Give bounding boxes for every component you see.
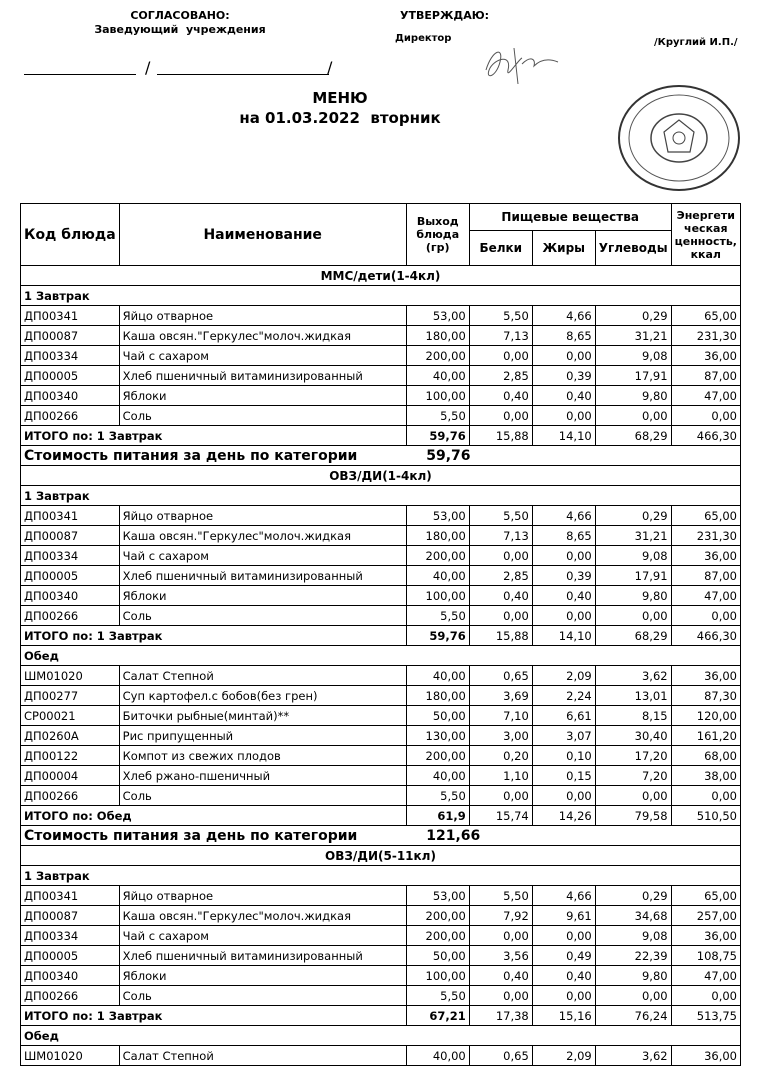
dish-name: Салат Степной: [119, 666, 406, 686]
total-output: 59,76: [406, 426, 469, 446]
total-energy: 510,50: [671, 806, 740, 826]
dish-code: ДП00087: [21, 906, 120, 926]
dish-energy: 36,00: [671, 666, 740, 686]
dish-fats: 8,65: [532, 326, 595, 346]
dish-carbs: 0,00: [595, 986, 671, 1006]
dish-proteins: 0,40: [469, 966, 532, 986]
slash-separator: /: [145, 58, 151, 77]
dish-code: ШМ01020: [21, 1046, 120, 1066]
dish-fats: 0,40: [532, 586, 595, 606]
dish-name: Яйцо отварное: [119, 506, 406, 526]
dish-carbs: 0,00: [595, 786, 671, 806]
total-row: [21, 1006, 741, 1026]
approved-by: Заведующий учреждения: [94, 23, 266, 36]
cost-label: Стоимость питания за день по категории: [21, 826, 407, 846]
dish-code: ДП00004: [21, 766, 120, 786]
dish-carbs: 0,29: [595, 506, 671, 526]
dish-carbs: 31,21: [595, 526, 671, 546]
table-row: [21, 386, 741, 406]
dish-output: 5,50: [406, 986, 469, 1006]
dish-carbs: 17,20: [595, 746, 671, 766]
total-carbs: 68,29: [595, 426, 671, 446]
dish-carbs: 8,15: [595, 706, 671, 726]
dish-output: 5,50: [406, 606, 469, 626]
dish-proteins: 7,13: [469, 526, 532, 546]
dish-fats: 2,24: [532, 686, 595, 706]
table-row: [21, 666, 741, 686]
dish-energy: 47,00: [671, 966, 740, 986]
dish-output: 200,00: [406, 546, 469, 566]
director-label: Директор: [395, 33, 452, 44]
dish-output: 53,00: [406, 506, 469, 526]
table-row: [21, 966, 741, 986]
total-carbs: 68,29: [595, 626, 671, 646]
dish-fats: 0,10: [532, 746, 595, 766]
col-header-code: Код блюда: [21, 204, 120, 266]
dish-output: 40,00: [406, 566, 469, 586]
dish-proteins: 0,00: [469, 606, 532, 626]
dish-carbs: 0,29: [595, 886, 671, 906]
dish-fats: 2,09: [532, 1046, 595, 1066]
approved-block: [60, 9, 300, 37]
col-header-fats: Жиры: [532, 231, 595, 266]
dish-proteins: 0,00: [469, 406, 532, 426]
dish-carbs: 9,08: [595, 546, 671, 566]
dish-fats: 0,40: [532, 386, 595, 406]
total-fats: 14,10: [532, 626, 595, 646]
dish-carbs: 0,29: [595, 306, 671, 326]
cost-label: Стоимость питания за день по категории: [21, 446, 407, 466]
dish-carbs: 22,39: [595, 946, 671, 966]
dish-carbs: 3,62: [595, 1046, 671, 1066]
category-row: [21, 466, 741, 486]
title-menu: МЕНЮ: [312, 89, 368, 107]
dish-energy: 0,00: [671, 786, 740, 806]
dish-energy: 0,00: [671, 986, 740, 1006]
dish-proteins: 7,10: [469, 706, 532, 726]
title-date: на 01.03.2022 вторник: [239, 109, 441, 127]
total-carbs: 76,24: [595, 1006, 671, 1026]
dish-name: Хлеб пшеничный витаминизированный: [119, 946, 406, 966]
total-label: ИТОГО по: Обед: [21, 806, 407, 826]
total-energy: 466,30: [671, 626, 740, 646]
dish-code: ДП00087: [21, 526, 120, 546]
total-row: [21, 426, 741, 446]
dish-proteins: 2,85: [469, 566, 532, 586]
col-header-nutrients: Пищевые вещества: [469, 204, 671, 231]
total-output: 59,76: [406, 626, 469, 646]
dish-fats: 2,09: [532, 666, 595, 686]
dish-proteins: 0,00: [469, 546, 532, 566]
dish-code: ДП00340: [21, 966, 120, 986]
dish-name: Соль: [119, 606, 406, 626]
meal-title: Обед: [21, 1026, 741, 1046]
dish-proteins: 1,10: [469, 766, 532, 786]
dish-energy: 47,00: [671, 386, 740, 406]
total-fats: 14,10: [532, 426, 595, 446]
table-row: [21, 926, 741, 946]
category-title: ОВЗ/ДИ(5-11кл): [21, 846, 741, 866]
table-row: [21, 346, 741, 366]
meal-row: [21, 866, 741, 886]
dish-fats: 4,66: [532, 886, 595, 906]
dish-output: 40,00: [406, 766, 469, 786]
dish-proteins: 0,65: [469, 666, 532, 686]
dish-output: 180,00: [406, 526, 469, 546]
cost-row: [21, 446, 741, 466]
category-title: ОВЗ/ДИ(1-4кл): [21, 466, 741, 486]
total-label: ИТОГО по: 1 Завтрак: [21, 626, 407, 646]
dish-name: Яблоки: [119, 386, 406, 406]
dish-output: 180,00: [406, 326, 469, 346]
table-row: [21, 566, 741, 586]
table-row: [21, 1046, 741, 1066]
cost-value: 59,76: [406, 446, 532, 466]
table-row: [21, 746, 741, 766]
menu-table: [20, 203, 741, 1066]
table-row: [21, 546, 741, 566]
dish-carbs: 17,91: [595, 566, 671, 586]
col-header-proteins: Белки: [469, 231, 532, 266]
dish-code: ДП00341: [21, 886, 120, 906]
dish-output: 5,50: [406, 786, 469, 806]
dish-energy: 36,00: [671, 926, 740, 946]
dish-fats: 3,07: [532, 726, 595, 746]
dish-proteins: 5,50: [469, 506, 532, 526]
dish-proteins: 0,40: [469, 386, 532, 406]
dish-fats: 4,66: [532, 506, 595, 526]
dish-code: ДП00341: [21, 506, 120, 526]
dish-proteins: 7,13: [469, 326, 532, 346]
dish-proteins: 0,00: [469, 786, 532, 806]
total-label: ИТОГО по: 1 Завтрак: [21, 426, 407, 446]
dish-code: ШМ01020: [21, 666, 120, 686]
dish-name: Яйцо отварное: [119, 886, 406, 906]
dish-proteins: 7,92: [469, 906, 532, 926]
table-row: [21, 946, 741, 966]
dish-name: Хлеб пшеничный витаминизированный: [119, 566, 406, 586]
dish-code: ДП00005: [21, 566, 120, 586]
col-header-energy: Энергети ческая ценность, ккал: [671, 204, 740, 266]
dish-proteins: 5,50: [469, 886, 532, 906]
dish-energy: 120,00: [671, 706, 740, 726]
dish-proteins: 3,69: [469, 686, 532, 706]
dish-fats: 0,40: [532, 966, 595, 986]
dish-output: 50,00: [406, 946, 469, 966]
table-row: [21, 986, 741, 1006]
dish-energy: 36,00: [671, 546, 740, 566]
approved-label: СОГЛАСОВАНО:: [130, 9, 230, 22]
dish-fats: 0,00: [532, 986, 595, 1006]
dish-proteins: 0,00: [469, 346, 532, 366]
dish-name: Соль: [119, 406, 406, 426]
table-row: [21, 526, 741, 546]
cost-spacer: [532, 826, 740, 846]
dish-carbs: 9,08: [595, 346, 671, 366]
dish-output: 5,50: [406, 406, 469, 426]
meal-title: 1 Завтрак: [21, 286, 741, 306]
meal-title: Обед: [21, 646, 741, 666]
dish-code: ДП00277: [21, 686, 120, 706]
dish-name: Чай с сахаром: [119, 926, 406, 946]
dish-energy: 87,30: [671, 686, 740, 706]
table-row: [21, 306, 741, 326]
dish-output: 53,00: [406, 886, 469, 906]
dish-code: ДП00087: [21, 326, 120, 346]
dish-code: ДП0260А: [21, 726, 120, 746]
dish-output: 200,00: [406, 746, 469, 766]
table-row: [21, 786, 741, 806]
dish-output: 200,00: [406, 346, 469, 366]
category-row: [21, 846, 741, 866]
dish-fats: 0,00: [532, 786, 595, 806]
signature-icon: [478, 40, 568, 90]
dish-name: Каша овсян."Геркулес"молоч.жидкая: [119, 906, 406, 926]
dish-code: ДП00266: [21, 986, 120, 1006]
total-carbs: 79,58: [595, 806, 671, 826]
dish-carbs: 30,40: [595, 726, 671, 746]
dish-proteins: 2,85: [469, 366, 532, 386]
dish-energy: 36,00: [671, 1046, 740, 1066]
dish-energy: 257,00: [671, 906, 740, 926]
slash-separator: /: [327, 58, 333, 77]
dish-name: Хлеб пшеничный витаминизированный: [119, 366, 406, 386]
dish-energy: 68,00: [671, 746, 740, 766]
meal-row: [21, 486, 741, 506]
dish-fats: 0,39: [532, 366, 595, 386]
category-row: [21, 266, 741, 286]
total-row: [21, 626, 741, 646]
cost-row: [21, 826, 741, 846]
table-row: [21, 366, 741, 386]
dish-energy: 87,00: [671, 366, 740, 386]
dish-code: ДП00341: [21, 306, 120, 326]
dish-output: 180,00: [406, 686, 469, 706]
dish-carbs: 7,20: [595, 766, 671, 786]
dish-name: Суп картофел.с бобов(без грен): [119, 686, 406, 706]
total-fats: 14,26: [532, 806, 595, 826]
dish-proteins: 0,20: [469, 746, 532, 766]
dish-code: СР00021: [21, 706, 120, 726]
stamp-icon: [612, 82, 746, 194]
table-row: [21, 326, 741, 346]
meal-row: [21, 646, 741, 666]
dish-code: ДП00340: [21, 586, 120, 606]
dish-energy: 65,00: [671, 506, 740, 526]
dish-fats: 0,00: [532, 406, 595, 426]
dish-proteins: 5,50: [469, 306, 532, 326]
cost-value: 121,66: [406, 826, 532, 846]
dish-fats: 0,00: [532, 546, 595, 566]
dish-carbs: 0,00: [595, 606, 671, 626]
dish-output: 130,00: [406, 726, 469, 746]
dish-name: Хлеб ржано-пшеничный: [119, 766, 406, 786]
table-row: [21, 766, 741, 786]
table-row: [21, 506, 741, 526]
table-row: [21, 726, 741, 746]
dish-code: ДП00266: [21, 406, 120, 426]
dish-name: Рис припущенный: [119, 726, 406, 746]
dish-name: Каша овсян."Геркулес"молоч.жидкая: [119, 326, 406, 346]
dish-output: 200,00: [406, 906, 469, 926]
dish-carbs: 9,80: [595, 386, 671, 406]
dish-code: ДП00334: [21, 346, 120, 366]
dish-carbs: 9,80: [595, 586, 671, 606]
dish-code: ДП00266: [21, 606, 120, 626]
name-line: [157, 74, 329, 75]
dish-energy: 65,00: [671, 886, 740, 906]
dish-name: Салат Степной: [119, 1046, 406, 1066]
meal-row: [21, 286, 741, 306]
dish-code: ДП00005: [21, 366, 120, 386]
table-row: [21, 586, 741, 606]
dish-name: Компот из свежих плодов: [119, 746, 406, 766]
dish-fats: 0,15: [532, 766, 595, 786]
dish-carbs: 9,80: [595, 966, 671, 986]
dish-code: ДП00266: [21, 786, 120, 806]
dish-fats: 0,00: [532, 346, 595, 366]
table-row: [21, 406, 741, 426]
dish-name: Соль: [119, 986, 406, 1006]
dish-proteins: 0,40: [469, 586, 532, 606]
table-row: [21, 706, 741, 726]
total-proteins: 15,74: [469, 806, 532, 826]
dish-code: ДП00340: [21, 386, 120, 406]
page-title: [200, 88, 480, 128]
total-output: 61,9: [406, 806, 469, 826]
dish-output: 40,00: [406, 1046, 469, 1066]
director-name: /Круглий И.П./: [654, 37, 738, 48]
meal-title: 1 Завтрак: [21, 866, 741, 886]
dish-energy: 108,75: [671, 946, 740, 966]
dish-output: 200,00: [406, 926, 469, 946]
category-title: ММС/дети(1-4кл): [21, 266, 741, 286]
signature-line: [24, 74, 136, 75]
dish-carbs: 3,62: [595, 666, 671, 686]
dish-carbs: 0,00: [595, 406, 671, 426]
dish-energy: 231,30: [671, 326, 740, 346]
dish-output: 100,00: [406, 386, 469, 406]
dish-name: Яблоки: [119, 966, 406, 986]
dish-code: ДП00005: [21, 946, 120, 966]
dish-fats: 0,00: [532, 926, 595, 946]
dish-code: ДП00334: [21, 546, 120, 566]
dish-energy: 0,00: [671, 606, 740, 626]
dish-energy: 0,00: [671, 406, 740, 426]
dish-carbs: 34,68: [595, 906, 671, 926]
meal-row: [21, 1026, 741, 1046]
dish-fats: 0,39: [532, 566, 595, 586]
dish-energy: 47,00: [671, 586, 740, 606]
table-row: [21, 686, 741, 706]
dish-proteins: 0,00: [469, 986, 532, 1006]
dish-fats: 9,61: [532, 906, 595, 926]
col-header-carbs: Углеводы: [595, 231, 671, 266]
cost-spacer: [532, 446, 740, 466]
dish-output: 53,00: [406, 306, 469, 326]
table-row: [21, 606, 741, 626]
dish-carbs: 9,08: [595, 926, 671, 946]
meal-title: 1 Завтрак: [21, 486, 741, 506]
total-proteins: 17,38: [469, 1006, 532, 1026]
dish-proteins: 3,00: [469, 726, 532, 746]
dish-name: Соль: [119, 786, 406, 806]
dish-name: Яйцо отварное: [119, 306, 406, 326]
dish-name: Яблоки: [119, 586, 406, 606]
dish-energy: 36,00: [671, 346, 740, 366]
total-energy: 466,30: [671, 426, 740, 446]
dish-proteins: 0,00: [469, 926, 532, 946]
dish-output: 100,00: [406, 586, 469, 606]
dish-fats: 0,00: [532, 606, 595, 626]
total-proteins: 15,88: [469, 426, 532, 446]
dish-name: Чай с сахаром: [119, 546, 406, 566]
dish-proteins: 3,56: [469, 946, 532, 966]
dish-energy: 161,20: [671, 726, 740, 746]
dish-output: 40,00: [406, 666, 469, 686]
dish-fats: 6,61: [532, 706, 595, 726]
dish-fats: 4,66: [532, 306, 595, 326]
dish-output: 100,00: [406, 966, 469, 986]
dish-energy: 38,00: [671, 766, 740, 786]
dish-output: 40,00: [406, 366, 469, 386]
dish-code: ДП00334: [21, 926, 120, 946]
dish-carbs: 31,21: [595, 326, 671, 346]
total-label: ИТОГО по: 1 Завтрак: [21, 1006, 407, 1026]
total-fats: 15,16: [532, 1006, 595, 1026]
total-proteins: 15,88: [469, 626, 532, 646]
dish-proteins: 0,65: [469, 1046, 532, 1066]
dish-output: 50,00: [406, 706, 469, 726]
table-header-row: [21, 204, 741, 231]
table-row: [21, 906, 741, 926]
dish-energy: 65,00: [671, 306, 740, 326]
dish-fats: 0,49: [532, 946, 595, 966]
col-header-name: Наименование: [119, 204, 406, 266]
dish-code: ДП00122: [21, 746, 120, 766]
dish-fats: 8,65: [532, 526, 595, 546]
total-row: [21, 806, 741, 826]
confirm-label: УТВЕРЖДАЮ:: [400, 9, 490, 22]
total-output: 67,21: [406, 1006, 469, 1026]
dish-energy: 231,30: [671, 526, 740, 546]
table-row: [21, 886, 741, 906]
dish-name: Каша овсян."Геркулес"молоч.жидкая: [119, 526, 406, 546]
dish-carbs: 13,01: [595, 686, 671, 706]
col-header-output: Выход блюда (гр): [406, 204, 469, 266]
dish-name: Биточки рыбные(минтай)**: [119, 706, 406, 726]
dish-energy: 87,00: [671, 566, 740, 586]
dish-carbs: 17,91: [595, 366, 671, 386]
dish-name: Чай с сахаром: [119, 346, 406, 366]
total-energy: 513,75: [671, 1006, 740, 1026]
